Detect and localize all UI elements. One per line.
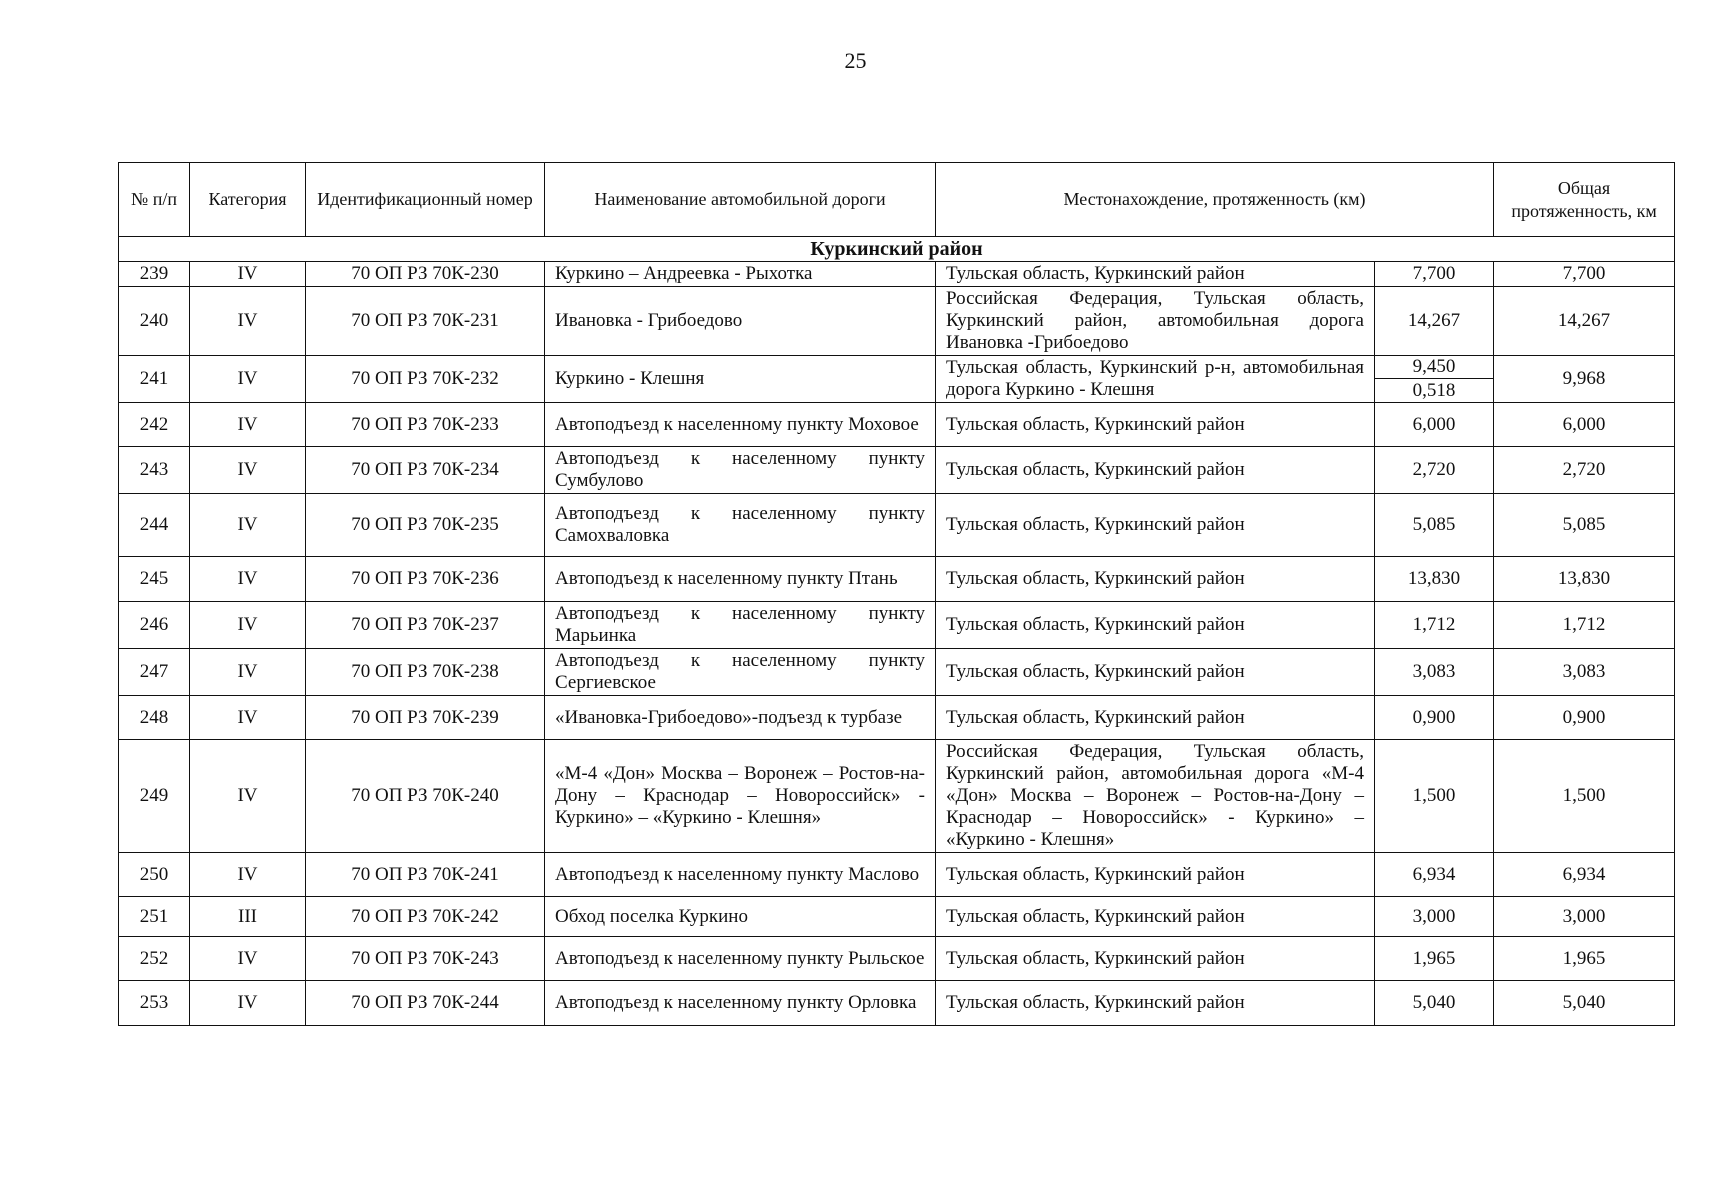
cell-num: 240 bbox=[119, 287, 190, 356]
cell-segment-length bbox=[1375, 740, 1494, 853]
segment-length-value: 1,712 bbox=[1412, 614, 1456, 635]
cell-location: Тульская область, Куркинский район bbox=[936, 403, 1375, 447]
cell-num: 245 bbox=[119, 557, 190, 602]
header-total-length: Общая протяженность, км bbox=[1494, 163, 1675, 237]
cell-id-number: 70 ОП РЗ 70К-241 bbox=[306, 853, 545, 897]
roads-table bbox=[118, 162, 1675, 1026]
segment-length-value: 13,830 bbox=[1407, 568, 1461, 589]
cell-category: IV bbox=[190, 981, 306, 1026]
cell-id-number: 70 ОП РЗ 70К-233 bbox=[306, 403, 545, 447]
cell-road-name: Автоподъезд к населенному пункту Рыльское bbox=[545, 937, 936, 981]
segment-length-value: 6,934 bbox=[1412, 863, 1456, 885]
cell-num: 241 bbox=[119, 356, 190, 403]
cell-total-length: 1,500 bbox=[1494, 740, 1675, 853]
cell-total-length: 6,934 bbox=[1494, 853, 1675, 897]
cell-num: 251 bbox=[119, 897, 190, 937]
cell-total-length: 7,700 bbox=[1494, 262, 1675, 287]
segment-length-value: 0,518 bbox=[1375, 378, 1493, 402]
table-row bbox=[119, 897, 1675, 937]
cell-location: Тульская область, Куркинский район bbox=[936, 696, 1375, 740]
cell-segment-length bbox=[1375, 897, 1494, 937]
table-row bbox=[119, 981, 1675, 1026]
segment-length-value: 6,000 bbox=[1412, 413, 1456, 435]
cell-road-name: Автоподъезд к населенному пункту Маслово bbox=[545, 853, 936, 897]
table-row bbox=[119, 937, 1675, 981]
cell-category: IV bbox=[190, 403, 306, 447]
cell-id-number: 70 ОП РЗ 70К-232 bbox=[306, 356, 545, 403]
segment-length-value: 1,500 bbox=[1412, 785, 1456, 806]
cell-id-number: 70 ОП РЗ 70К-236 bbox=[306, 557, 545, 602]
cell-segment-length bbox=[1375, 937, 1494, 981]
cell-num: 243 bbox=[119, 447, 190, 494]
cell-segment-length bbox=[1375, 981, 1494, 1026]
table-row bbox=[119, 557, 1675, 602]
cell-num: 250 bbox=[119, 853, 190, 897]
cell-location: Российская Федерация, Тульская область, Куркинский район, автомобильная дорога «М-4 «Дон» Москва – Воронеж – Ростов-на-Дону – Краснодар – Новороссийск» - Куркино» – «Куркино - Клешня» bbox=[936, 740, 1375, 853]
segment-length-value: 5,040 bbox=[1412, 992, 1456, 1013]
cell-segment-length bbox=[1375, 447, 1494, 494]
cell-segment-length bbox=[1375, 853, 1494, 897]
segment-length-value: 7,700 bbox=[1412, 263, 1456, 284]
cell-location: Тульская область, Куркинский район bbox=[936, 897, 1375, 937]
table-row bbox=[119, 494, 1675, 557]
cell-road-name: «М-4 «Дон» Москва – Воронеж – Ростов-на-Дону – Краснодар – Новороссийск» - Куркино» – «Куркино - Клешня» bbox=[545, 740, 936, 853]
cell-road-name: Автоподъезд к населенному пункту Моховое bbox=[545, 403, 936, 447]
cell-road-name: Ивановка - Грибоедово bbox=[545, 287, 936, 356]
table-body bbox=[119, 237, 1675, 1026]
cell-segment-length bbox=[1375, 602, 1494, 649]
segment-length-value: 3,083 bbox=[1412, 661, 1456, 682]
cell-location: Тульская область, Куркинский район bbox=[936, 853, 1375, 897]
cell-total-length: 1,965 bbox=[1494, 937, 1675, 981]
cell-total-length: 5,040 bbox=[1494, 981, 1675, 1026]
table-row bbox=[119, 356, 1675, 403]
cell-road-name: Автоподъезд к населенному пункту Марьинка bbox=[545, 602, 936, 649]
cell-road-name: Обход поселка Куркино bbox=[545, 897, 936, 937]
segment-length-value: 0,900 bbox=[1412, 706, 1456, 728]
cell-total-length: 13,830 bbox=[1494, 557, 1675, 602]
cell-segment-length bbox=[1375, 494, 1494, 557]
table-row bbox=[119, 649, 1675, 696]
cell-road-name: Куркино – Андреевка - Рыхотка bbox=[545, 262, 936, 287]
header-num: № п/п bbox=[119, 163, 190, 237]
segment-length-value: 9,450 bbox=[1412, 356, 1456, 377]
table-header-row bbox=[119, 163, 1675, 237]
cell-total-length: 9,968 bbox=[1494, 356, 1675, 403]
page-number: 25 bbox=[844, 48, 867, 73]
cell-total-length: 2,720 bbox=[1494, 447, 1675, 494]
cell-segment-length bbox=[1375, 557, 1494, 602]
cell-id-number: 70 ОП РЗ 70К-235 bbox=[306, 494, 545, 557]
segment-length-value: 3,000 bbox=[1412, 905, 1456, 927]
section-row bbox=[119, 237, 1675, 262]
cell-category: IV bbox=[190, 447, 306, 494]
cell-segment-length bbox=[1375, 649, 1494, 696]
cell-num: 252 bbox=[119, 937, 190, 981]
cell-id-number: 70 ОП РЗ 70К-230 bbox=[306, 262, 545, 287]
cell-total-length: 5,085 bbox=[1494, 494, 1675, 557]
cell-segment-length bbox=[1375, 696, 1494, 740]
cell-road-name: Автоподъезд к населенному пункту Сумбулово bbox=[545, 447, 936, 494]
cell-location: Тульская область, Куркинский район bbox=[936, 447, 1375, 494]
cell-total-length: 0,900 bbox=[1494, 696, 1675, 740]
cell-category: IV bbox=[190, 937, 306, 981]
cell-category: IV bbox=[190, 557, 306, 602]
cell-segment-length bbox=[1375, 403, 1494, 447]
header-location: Местонахождение, протяженность (км) bbox=[936, 163, 1494, 237]
cell-category: IV bbox=[190, 494, 306, 557]
cell-num: 244 bbox=[119, 494, 190, 557]
table-row bbox=[119, 853, 1675, 897]
cell-location: Тульская область, Куркинский район bbox=[936, 937, 1375, 981]
segment-length-value: 2,720 bbox=[1412, 459, 1456, 480]
cell-segment-length bbox=[1375, 287, 1494, 356]
cell-num: 249 bbox=[119, 740, 190, 853]
cell-location: Российская Федерация, Тульская область, Куркинский район, автомобильная дорога Ивановка -Грибоедово bbox=[936, 287, 1375, 356]
table-row bbox=[119, 262, 1675, 287]
cell-id-number: 70 ОП РЗ 70К-238 bbox=[306, 649, 545, 696]
cell-num: 246 bbox=[119, 602, 190, 649]
table-row bbox=[119, 740, 1675, 853]
cell-road-name: «Ивановка-Грибоедово»-подъезд к турбазе bbox=[545, 696, 936, 740]
cell-category: III bbox=[190, 897, 306, 937]
header-id-number: Идентификационный номер bbox=[306, 163, 545, 237]
cell-category: IV bbox=[190, 262, 306, 287]
cell-location: Тульская область, Куркинский район bbox=[936, 602, 1375, 649]
cell-total-length: 6,000 bbox=[1494, 403, 1675, 447]
cell-category: IV bbox=[190, 356, 306, 403]
cell-location: Тульская область, Куркинский р-н, автомобильная дорога Куркино - Клешня bbox=[936, 356, 1375, 403]
cell-location: Тульская область, Куркинский район bbox=[936, 981, 1375, 1026]
cell-category: IV bbox=[190, 740, 306, 853]
segment-length-value: 5,085 bbox=[1412, 514, 1456, 535]
cell-location: Тульская область, Куркинский район bbox=[936, 262, 1375, 287]
cell-segment-length bbox=[1375, 356, 1494, 403]
cell-id-number: 70 ОП РЗ 70К-237 bbox=[306, 602, 545, 649]
cell-num: 242 bbox=[119, 403, 190, 447]
cell-category: IV bbox=[190, 287, 306, 356]
cell-num: 239 bbox=[119, 262, 190, 287]
cell-id-number: 70 ОП РЗ 70К-244 bbox=[306, 981, 545, 1026]
cell-total-length: 14,267 bbox=[1494, 287, 1675, 356]
table-row bbox=[119, 447, 1675, 494]
cell-num: 248 bbox=[119, 696, 190, 740]
cell-road-name: Автоподъезд к населенному пункту Орловка bbox=[545, 981, 936, 1026]
segment-length-value: 1,965 bbox=[1412, 947, 1456, 969]
header-road-name: Наименование автомобильной дороги bbox=[545, 163, 936, 237]
cell-category: IV bbox=[190, 649, 306, 696]
table-row bbox=[119, 287, 1675, 356]
cell-total-length: 3,000 bbox=[1494, 897, 1675, 937]
cell-road-name: Автоподъезд к населенному пункту Птань bbox=[545, 557, 936, 602]
cell-category: IV bbox=[190, 853, 306, 897]
cell-id-number: 70 ОП РЗ 70К-239 bbox=[306, 696, 545, 740]
segment-length-value: 14,267 bbox=[1407, 310, 1461, 331]
table-row bbox=[119, 403, 1675, 447]
cell-id-number: 70 ОП РЗ 70К-242 bbox=[306, 897, 545, 937]
cell-location: Тульская область, Куркинский район bbox=[936, 494, 1375, 557]
cell-location: Тульская область, Куркинский район bbox=[936, 649, 1375, 696]
cell-id-number: 70 ОП РЗ 70К-240 bbox=[306, 740, 545, 853]
cell-num: 253 bbox=[119, 981, 190, 1026]
table-row bbox=[119, 696, 1675, 740]
cell-road-name: Куркино - Клешня bbox=[545, 356, 936, 403]
table-row bbox=[119, 602, 1675, 649]
cell-num: 247 bbox=[119, 649, 190, 696]
cell-id-number: 70 ОП РЗ 70К-231 bbox=[306, 287, 545, 356]
cell-road-name: Автоподъезд к населенному пункту Самохваловка bbox=[545, 494, 936, 557]
cell-id-number: 70 ОП РЗ 70К-234 bbox=[306, 447, 545, 494]
cell-category: IV bbox=[190, 602, 306, 649]
header-category: Категория bbox=[190, 163, 306, 237]
cell-location: Тульская область, Куркинский район bbox=[936, 557, 1375, 602]
cell-category: IV bbox=[190, 696, 306, 740]
section-title: Куркинский район bbox=[119, 237, 1675, 262]
cell-id-number: 70 ОП РЗ 70К-243 bbox=[306, 937, 545, 981]
cell-total-length: 3,083 bbox=[1494, 649, 1675, 696]
cell-total-length: 1,712 bbox=[1494, 602, 1675, 649]
cell-road-name: Автоподъезд к населенному пункту Сергиевское bbox=[545, 649, 936, 696]
cell-segment-length bbox=[1375, 262, 1494, 287]
